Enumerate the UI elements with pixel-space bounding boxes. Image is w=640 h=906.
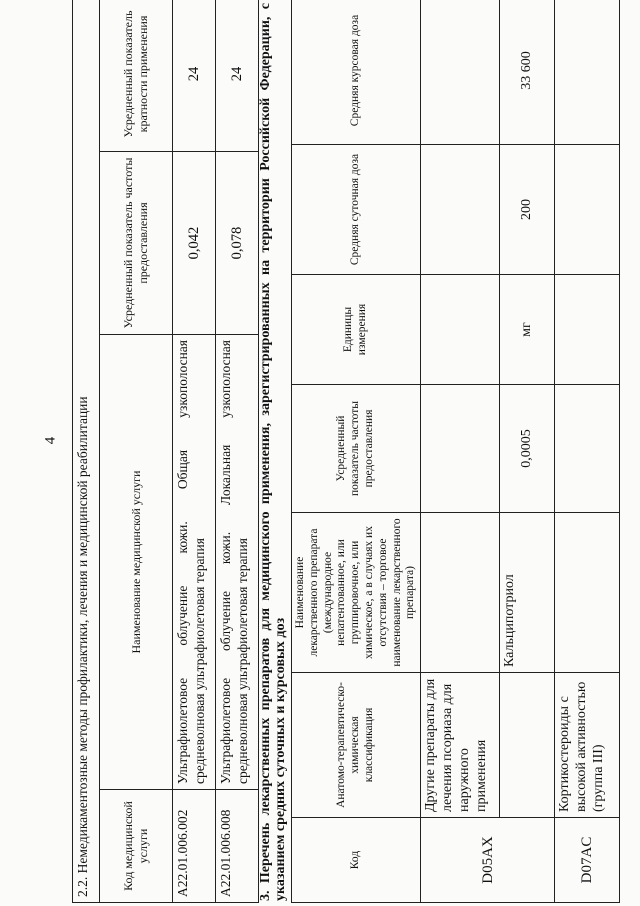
multiplicity-value: 24: [216, 0, 259, 152]
drug-name: [421, 513, 500, 673]
service-name-line2: средневолновая ультрафиолетовая терапия: [234, 538, 250, 784]
frequency-value: [421, 385, 500, 513]
section-22-block: [72, 0, 259, 903]
header-unit: Единицы измерения: [292, 275, 421, 385]
non-drug-methods-table: [72, 0, 259, 903]
table-row: [500, 0, 555, 903]
unit-value: [421, 275, 500, 385]
service-name-line2: средневолновая ультрафиолетовая терапия: [191, 538, 207, 784]
service-code: A22.01.006.002: [173, 790, 216, 903]
frequency-value: 0,0005: [500, 385, 555, 513]
header-daily-dose: Средняя суточная доза: [292, 145, 421, 275]
table-row: [216, 0, 259, 903]
daily-dose-value: 200: [500, 145, 555, 275]
table-row: [173, 0, 216, 903]
table-header-row: [292, 0, 421, 903]
atc-code: D07AC: [555, 818, 620, 903]
frequency-value: 0,078: [216, 152, 259, 335]
service-name: [216, 335, 259, 790]
atc-group: [500, 673, 555, 818]
header-code: Код: [292, 818, 421, 903]
header-frequency: Усредненный показатель частоты предоставления: [292, 385, 421, 513]
header-drug-name: Наименование лекарственного препарата (международное непатентованное, или группировочное, или химическое, а в случаях их отсутствия – торговое наименование лекарственного препарата): [292, 513, 421, 673]
service-name-line1: Ультрафиолетовое облучение кожи. Локальная узкополосная: [218, 340, 233, 784]
header-name: Наименование медицинской услуги: [100, 335, 173, 790]
frequency-value: [555, 385, 620, 513]
header-frequency: Усредненный показатель частоты предоставления: [100, 152, 173, 335]
drug-name: Кальципотриол: [500, 513, 555, 673]
drug-name: [555, 513, 620, 673]
service-code: A22.01.006.008: [216, 790, 259, 903]
multiplicity-value: 24: [173, 0, 216, 152]
header-course-dose: Средняя курсовая доза: [292, 0, 421, 145]
unit-value: мг: [500, 275, 555, 385]
course-dose-value: 33 600: [500, 0, 555, 145]
page-number: 4: [42, 436, 59, 445]
drugs-table: [291, 0, 620, 903]
atc-code: D05AX: [421, 818, 555, 903]
course-dose-value: [421, 0, 500, 145]
unit-value: [555, 275, 620, 385]
atc-group: Кортикостероиды с высокой активностью (группа III): [555, 673, 620, 818]
daily-dose-value: [555, 145, 620, 275]
service-name-line1: Ультрафиолетовое облучение кожи. Общая узкополосная: [175, 340, 190, 784]
course-dose-value: [555, 0, 620, 145]
section-3-title: 3. Перечень лекарственных препаратов для медицинского применения, зарегистрированных на территории Российской Федерации, с указанием средних суточных и курсовых доз: [258, 3, 288, 901]
table-row: [421, 0, 500, 903]
header-code: Код медицинской услуги: [100, 790, 173, 903]
section-3-block: [258, 0, 620, 903]
service-name: [173, 335, 216, 790]
table-row: [555, 0, 620, 903]
section-22-title: 2.2. Немедикаментозные методы профилактики, лечения и медицинской реабилитации: [73, 0, 100, 903]
header-multiplicity: Усредненный показатель кратности применения: [100, 0, 173, 152]
header-atc: Анатомо-терапевтическо-химическая классификация: [292, 673, 421, 818]
frequency-value: 0,042: [173, 152, 216, 335]
atc-group: Другие препараты для лечения псориаза для наружного применения: [421, 673, 500, 818]
daily-dose-value: [421, 145, 500, 275]
table-header-row: [100, 0, 173, 903]
